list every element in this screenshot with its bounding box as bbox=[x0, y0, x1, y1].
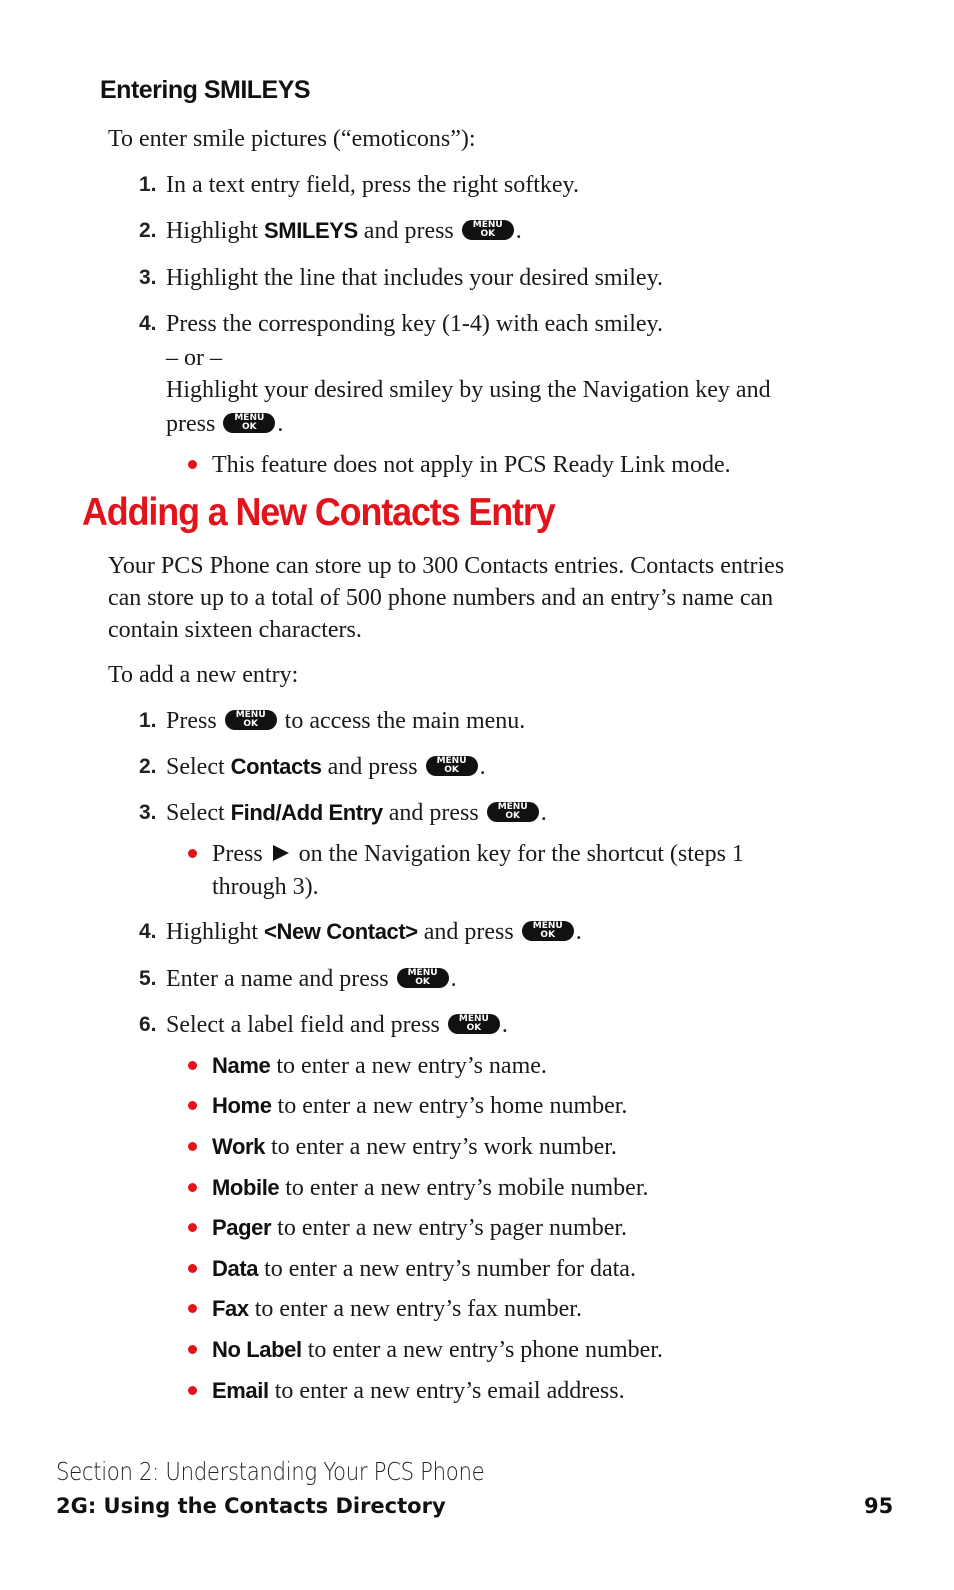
step-alt-text-2 bbox=[166, 408, 283, 440]
or-separator: – or – bbox=[166, 345, 222, 371]
label-description: to enter a new entry’s home number. bbox=[271, 1093, 628, 1119]
menu-ok-key-icon: MENU OK bbox=[397, 968, 449, 988]
label-item-text bbox=[212, 1293, 582, 1325]
label-description: to enter a new entry’s number for data. bbox=[258, 1256, 636, 1282]
text-part: and press bbox=[357, 218, 460, 244]
menu-ok-key-icon: MENU OK bbox=[426, 756, 478, 776]
red-bullet-icon bbox=[188, 1223, 197, 1232]
text-part: Highlight bbox=[166, 218, 265, 244]
text-part: press bbox=[166, 411, 222, 437]
intro-paragraph-line-1: Your PCS Phone can store up to 300 Contacts entries. Contacts entries bbox=[108, 553, 785, 579]
keyword-find-add-entry: Find/Add Entry bbox=[230, 800, 383, 825]
text-part: Highlight bbox=[166, 919, 265, 945]
label-keyword: Email bbox=[212, 1378, 269, 1403]
text-part: . bbox=[501, 1012, 508, 1038]
section-title: Adding a New Contacts Entry bbox=[82, 491, 555, 534]
label-item-text bbox=[212, 1131, 617, 1163]
red-bullet-icon bbox=[188, 460, 197, 469]
label-description: to enter a new entry’s phone number. bbox=[301, 1337, 663, 1363]
text-part: on the Navigation key for the shortcut (steps 1 bbox=[292, 841, 744, 867]
step-number: 4. bbox=[139, 920, 157, 943]
shortcut-text-line-2: through 3). bbox=[212, 874, 319, 900]
label-keyword: Mobile bbox=[212, 1175, 280, 1200]
red-bullet-icon bbox=[188, 1183, 197, 1192]
menu-ok-key-icon: MENU OK bbox=[462, 220, 514, 240]
step-number: 1. bbox=[139, 173, 157, 196]
label-description: to enter a new entry’s work number. bbox=[265, 1134, 617, 1160]
keyword-new-contact: <New Contact> bbox=[264, 919, 418, 944]
text-part: Select bbox=[166, 754, 231, 780]
text-part: Select a label field and press bbox=[166, 1012, 446, 1038]
footer-chapter-title: 2G: Using the Contacts Directory bbox=[56, 1494, 446, 1518]
keyword-contacts: Contacts bbox=[230, 754, 322, 779]
step-text: Press the corresponding key (1-4) with each smiley. bbox=[166, 311, 663, 337]
page-number: 95 bbox=[864, 1494, 894, 1518]
label-keyword: No Label bbox=[212, 1337, 302, 1362]
label-item-text bbox=[212, 1090, 627, 1122]
label-keyword: Pager bbox=[212, 1215, 272, 1240]
label-item-text bbox=[212, 1212, 627, 1244]
menu-ok-key-icon: MENU OK bbox=[223, 413, 275, 433]
label-keyword: Home bbox=[212, 1093, 272, 1118]
label-description: to enter a new entry’s email address. bbox=[268, 1378, 625, 1404]
text-part: to access the main menu. bbox=[278, 708, 526, 734]
label-item-text bbox=[212, 1334, 663, 1366]
text-part: and press bbox=[321, 754, 424, 780]
red-bullet-icon bbox=[188, 1304, 197, 1313]
navigation-right-arrow-icon bbox=[273, 845, 289, 861]
red-bullet-icon bbox=[188, 1345, 197, 1354]
step-text bbox=[166, 705, 525, 737]
step-number: 4. bbox=[139, 312, 157, 335]
label-keyword: Name bbox=[212, 1053, 271, 1078]
text-part: and press bbox=[417, 919, 520, 945]
step-text: Highlight the line that includes your desired smiley. bbox=[166, 265, 664, 291]
step-text bbox=[166, 751, 486, 783]
label-item-text bbox=[212, 1050, 547, 1082]
step-text bbox=[166, 963, 457, 995]
step-number: 5. bbox=[139, 967, 157, 990]
label-item-text bbox=[212, 1172, 649, 1204]
to-add-text: To add a new entry: bbox=[108, 662, 299, 688]
smileys-heading: Entering SMILEYS bbox=[100, 76, 311, 104]
smileys-intro: To enter smile pictures (“emoticons”): bbox=[108, 126, 476, 152]
text-part: Enter a name and press bbox=[166, 966, 395, 992]
menu-ok-key-icon: MENU OK bbox=[487, 802, 539, 822]
menu-ok-key-icon: MENU OK bbox=[448, 1014, 500, 1034]
footer-section-title: Section 2: Understanding Your PCS Phone bbox=[56, 1457, 485, 1486]
shortcut-text bbox=[212, 838, 744, 870]
note-text: This feature does not apply in PCS Ready Link mode. bbox=[212, 452, 731, 478]
menu-ok-key-icon: MENU OK bbox=[522, 921, 574, 941]
text-part: and press bbox=[382, 800, 485, 826]
label-description: to enter a new entry’s pager number. bbox=[271, 1215, 628, 1241]
label-description: to enter a new entry’s fax number. bbox=[248, 1296, 582, 1322]
step-number: 2. bbox=[139, 219, 157, 242]
keyword-smileys: SMILEYS bbox=[264, 218, 358, 243]
text-part: Press bbox=[212, 841, 269, 867]
step-number: 3. bbox=[139, 801, 157, 824]
step-text bbox=[166, 1009, 508, 1041]
text-part: Press bbox=[166, 708, 223, 734]
intro-paragraph-line-3: contain sixteen characters. bbox=[108, 617, 362, 643]
step-number: 3. bbox=[139, 266, 157, 289]
text-part: . bbox=[515, 218, 522, 244]
step-text bbox=[166, 215, 522, 247]
label-keyword: Fax bbox=[212, 1296, 249, 1321]
step-text bbox=[166, 916, 582, 948]
step-alt-text: Highlight your desired smiley by using the Navigation key and bbox=[166, 377, 771, 403]
step-text bbox=[166, 797, 547, 829]
label-keyword: Data bbox=[212, 1256, 259, 1281]
text-part: . bbox=[479, 754, 486, 780]
text-part: . bbox=[277, 411, 284, 437]
label-item-text bbox=[212, 1375, 625, 1407]
label-description: to enter a new entry’s mobile number. bbox=[279, 1175, 649, 1201]
red-bullet-icon bbox=[188, 1142, 197, 1151]
text-part: Select bbox=[166, 800, 231, 826]
red-bullet-icon bbox=[188, 1264, 197, 1273]
intro-paragraph-line-2: can store up to a total of 500 phone numbers and an entry’s name can bbox=[108, 585, 774, 611]
step-number: 6. bbox=[139, 1013, 157, 1036]
red-bullet-icon bbox=[188, 1386, 197, 1395]
text-part: . bbox=[540, 800, 547, 826]
red-bullet-icon bbox=[188, 849, 197, 858]
menu-ok-key-icon: MENU OK bbox=[225, 710, 277, 730]
label-item-text bbox=[212, 1253, 636, 1285]
step-text: In a text entry field, press the right softkey. bbox=[166, 172, 579, 198]
text-part: . bbox=[575, 919, 582, 945]
red-bullet-icon bbox=[188, 1061, 197, 1070]
step-number: 2. bbox=[139, 755, 157, 778]
step-number: 1. bbox=[139, 709, 157, 732]
text-part: . bbox=[450, 966, 457, 992]
label-keyword: Work bbox=[212, 1134, 266, 1159]
red-bullet-icon bbox=[188, 1101, 197, 1110]
label-description: to enter a new entry’s name. bbox=[270, 1053, 547, 1079]
